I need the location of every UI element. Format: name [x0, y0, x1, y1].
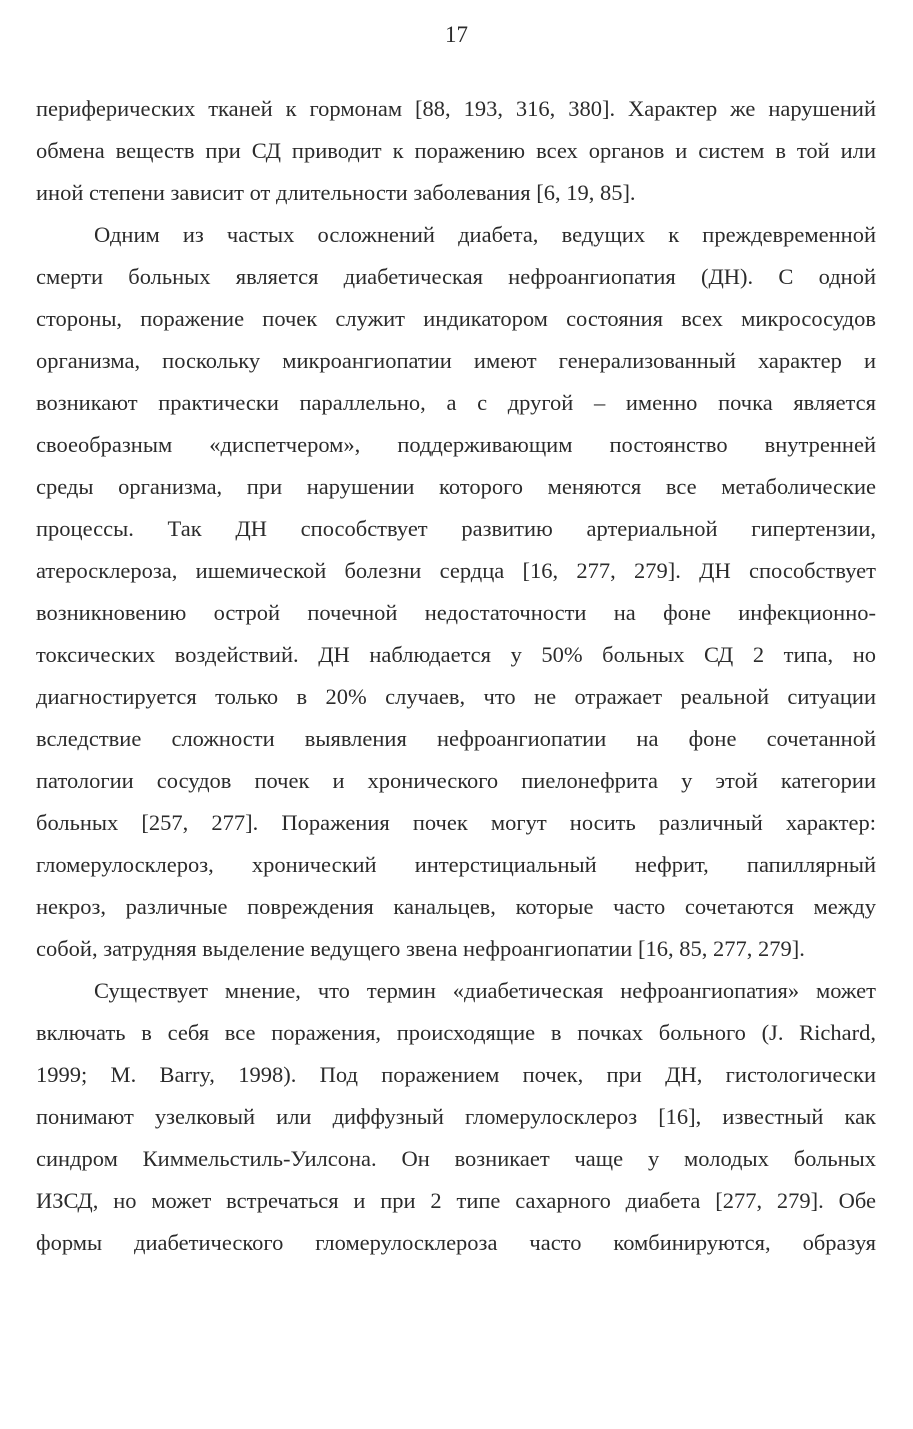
text-line: Одним из частых осложнений диабета, ведущих к преждевременной [94, 222, 876, 247]
text-line: синдром Киммельстиль-Уилсона. Он возникает чаще у молодых больных [36, 1146, 876, 1171]
paragraph [36, 970, 876, 1264]
text-line: 1999; M. Barry, 1998). Под поражением почек, при ДН, гистологически [36, 1062, 876, 1087]
text-line: своеобразным «диспетчером», поддерживающим постоянство внутренней [36, 432, 876, 457]
text-line: вследствие сложности выявления нефроангиопатии на фоне сочетанной [36, 726, 876, 751]
paragraph [36, 88, 876, 214]
text-line: понимают узелковый или диффузный гломерулосклероз [16], известный как [36, 1104, 876, 1129]
text-line: ИЗСД, но может встречаться и при 2 типе сахарного диабета [277, 279]. Обе [36, 1188, 876, 1213]
text-line: процессы. Так ДН способствует развитию артериальной гипертензии, [36, 516, 876, 541]
text-line: больных [257, 277]. Поражения почек могут носить различный характер: [36, 810, 876, 835]
text-line: периферических тканей к гормонам [88, 193, 316, 380]. Характер же нарушений [36, 96, 876, 121]
text-line: токсических воздействий. ДН наблюдается у 50% больных СД 2 типа, но [36, 642, 876, 667]
text-line: атеросклероза, ишемической болезни сердца [16, 277, 279]. ДН способствует [36, 558, 876, 583]
text-line: патологии сосудов почек и хронического пиелонефрита у этой категории [36, 768, 876, 793]
text-line: возникновению острой почечной недостаточности на фоне инфекционно- [36, 600, 876, 625]
text-line: гломерулосклероз, хронический интерстициальный нефрит, папиллярный [36, 852, 876, 877]
text-line: возникают практически параллельно, а с другой – именно почка является [36, 390, 876, 415]
text-line: стороны, поражение почек служит индикатором состояния всех микрососудов [36, 306, 876, 331]
text-line: включать в себя все поражения, происходящие в почках больного (J. Richard, [36, 1020, 876, 1045]
text-line: диагностируется только в 20% случаев, что не отражает реальной ситуации [36, 684, 876, 709]
text-line: Существует мнение, что термин «диабетическая нефроангиопатия» может [94, 978, 876, 1003]
text-line: собой, затрудняя выделение ведущего звена нефроангиопатии [16, 85, 277, 279]. [36, 936, 805, 961]
text-line: обмена веществ при СД приводит к поражению всех органов и систем в той или [36, 138, 876, 163]
document-body [36, 88, 876, 1264]
text-line: иной степени зависит от длительности заболевания [6, 19, 85]. [36, 180, 636, 205]
text-line: формы диабетического гломерулосклероза часто комбинируются, образуя [36, 1230, 876, 1255]
text-line: среды организма, при нарушении которого меняются все метаболические [36, 474, 876, 499]
page-number: 17 [445, 22, 468, 47]
text-line: некроз, различные повреждения канальцев, которые часто сочетаются между [36, 894, 876, 919]
text-line: организма, поскольку микроангиопатии имеют генерализованный характер и [36, 348, 876, 373]
text-line: смерти больных является диабетическая нефроангиопатия (ДН). С одной [36, 264, 876, 289]
paragraph [36, 214, 876, 970]
